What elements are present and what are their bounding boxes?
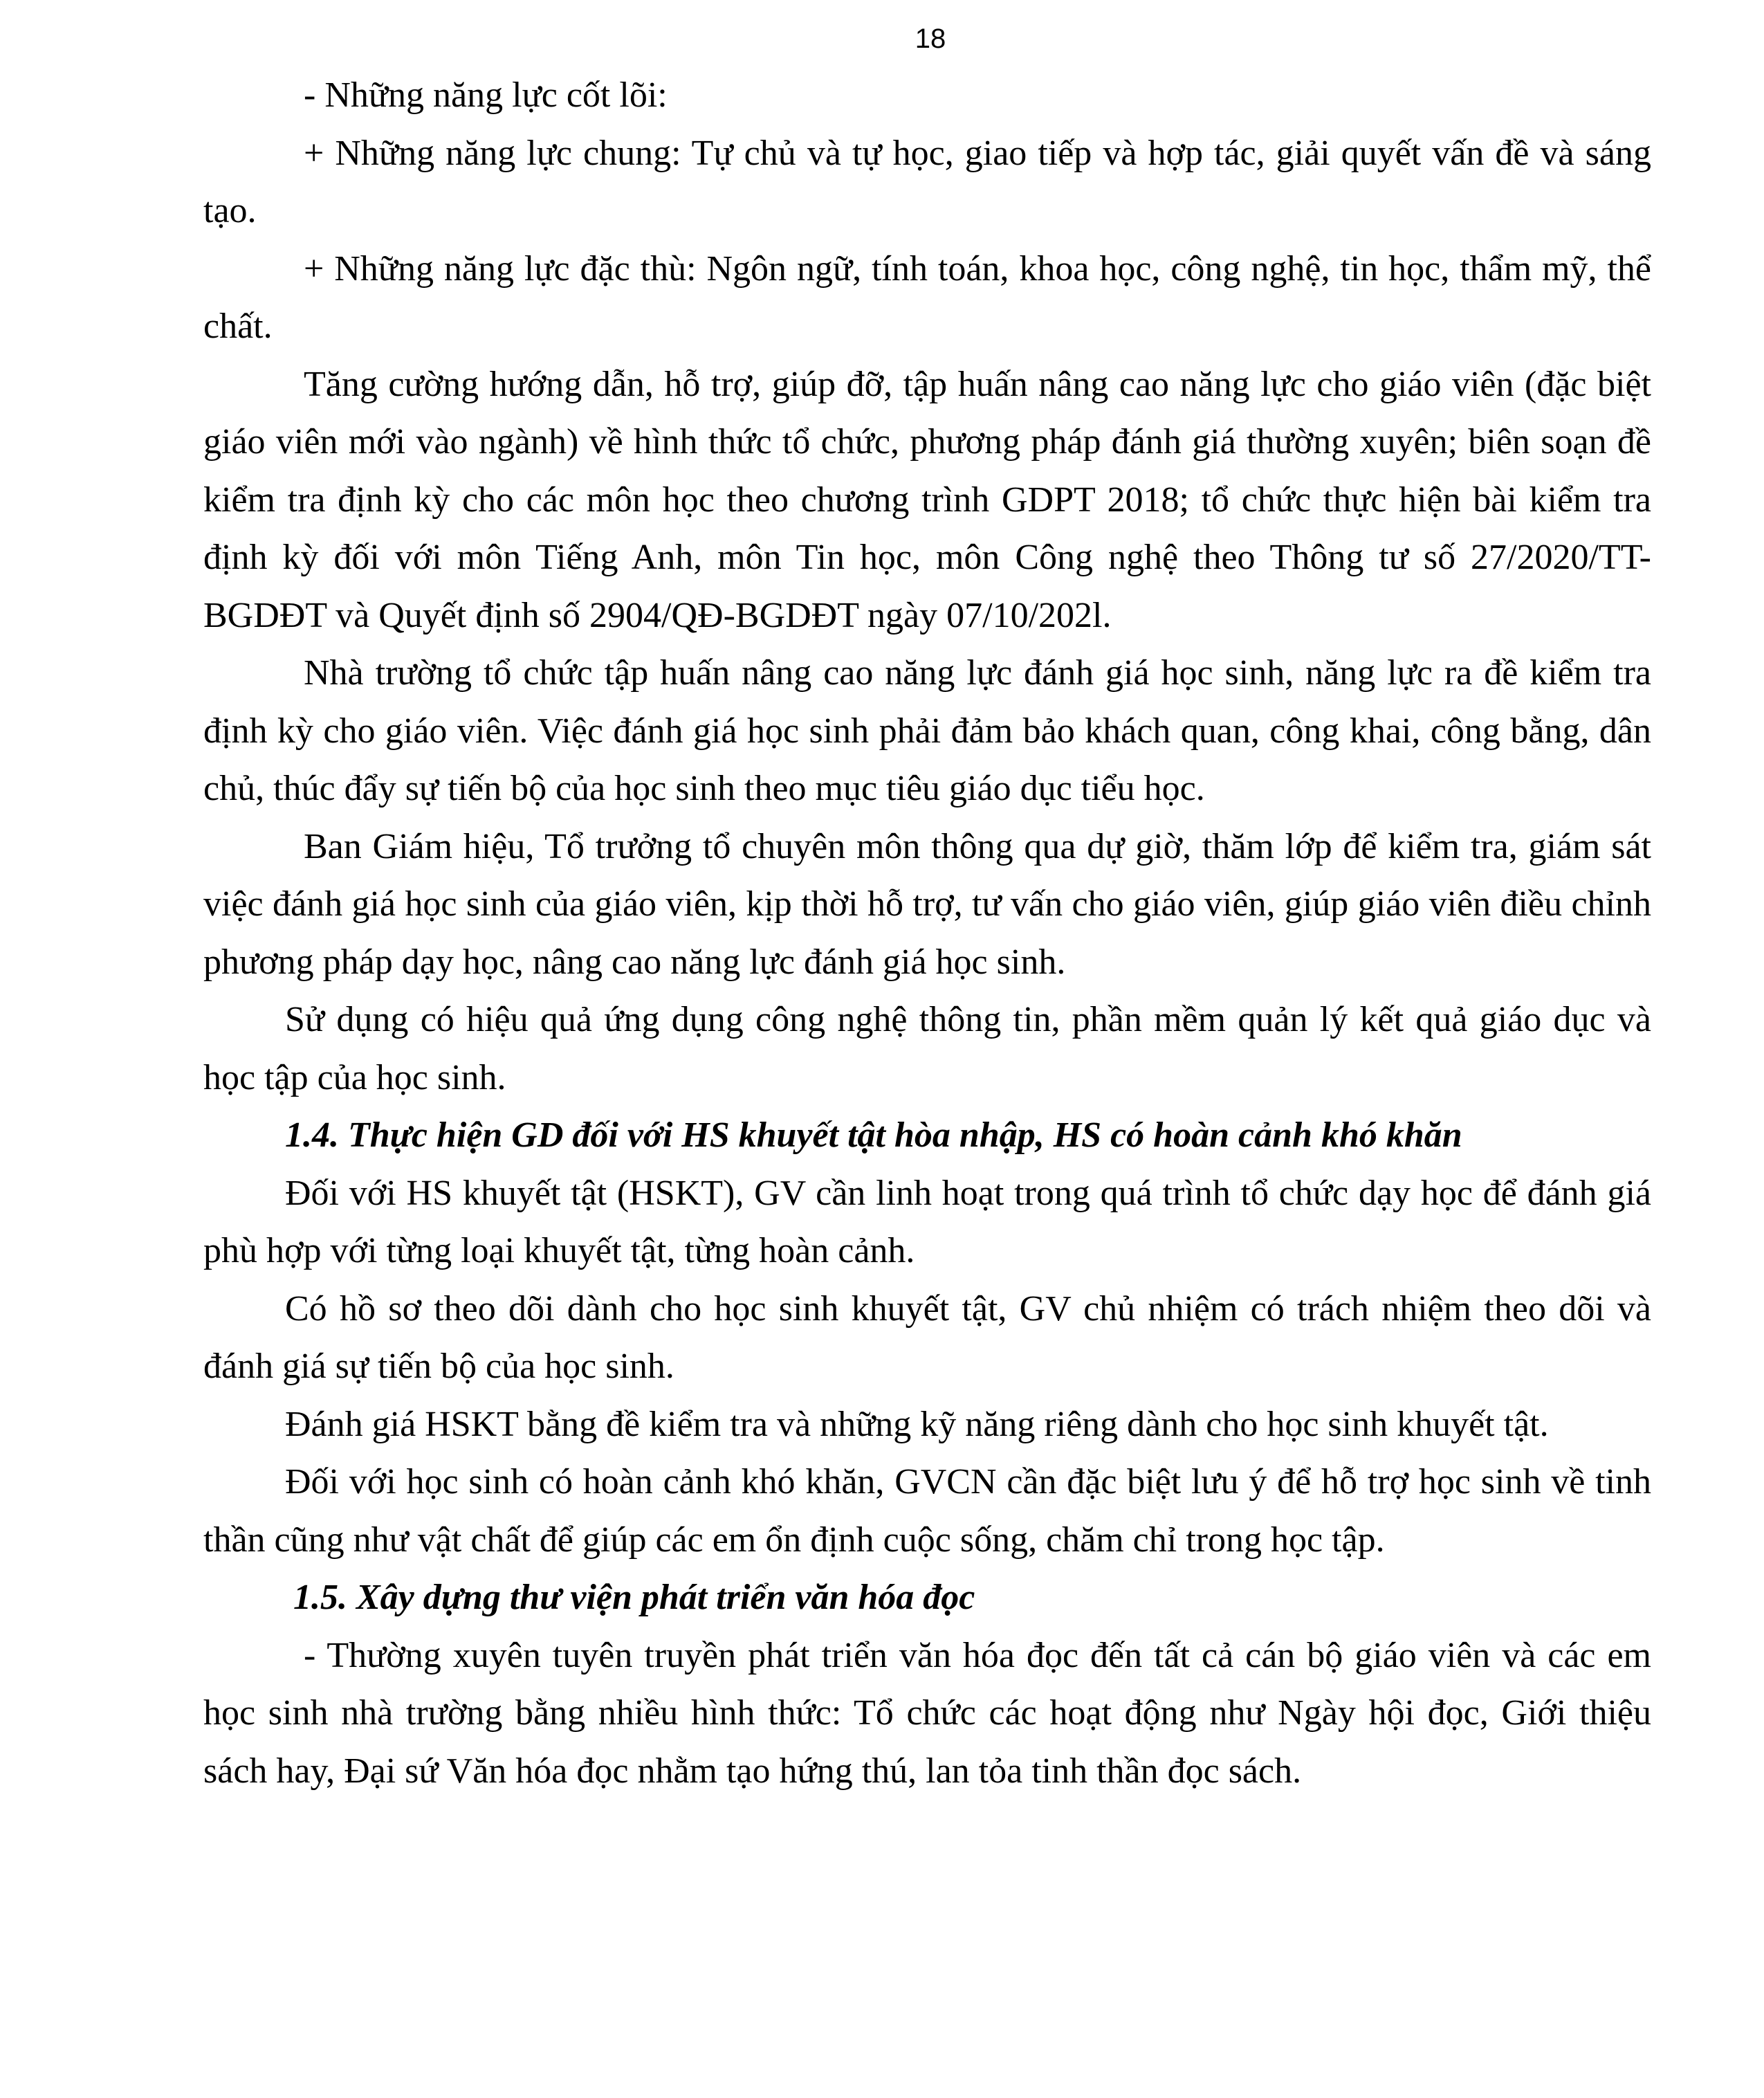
it-application-paragraph: Sử dụng có hiệu quả ứng dụng công nghệ thông tin, phần mềm quản lý kết quả giáo dục và học tập của học sinh. <box>203 1000 1651 1097</box>
section-heading-1-4: 1.4. Thực hiện GD đối với HS khuyết tật hòa nhập, HS có hoàn cảnh khó khăn <box>285 1115 1462 1155</box>
document-body <box>203 66 1651 1800</box>
board-supervision-paragraph: Ban Giám hiệu, Tổ trưởng tổ chuyên môn thông qua dự giờ, thăm lớp để kiểm tra, giám sát việc đánh giá học sinh của giáo viên, kịp thời hỗ trợ, tư vấn cho giáo viên, giúp giáo viên điều chỉnh phương pháp dạy học, nâng cao năng lực đánh giá học sinh. <box>203 826 1651 982</box>
hskt-assessment-paragraph: Đánh giá HSKT bằng đề kiểm tra và những kỹ năng riêng dành cho học sinh khuyết tật. <box>285 1404 1549 1444</box>
core-competencies-line: - Những năng lực cốt lõi: <box>304 75 668 115</box>
reading-culture-paragraph: - Thường xuyên tuyên truyền phát triển văn hóa đọc đến tất cả cán bộ giáo viên và các em học sinh nhà trường bằng nhiều hình thức: Tổ chức các hoạt động như Ngày hội đọc, Giới thiệu sách hay, Đại sứ Văn hóa đọc nhằm tạo hứng thú, lan tỏa tinh thần đọc sách. <box>203 1635 1651 1791</box>
disabled-students-paragraph: Đối với HS khuyết tật (HSKT), GV cần linh hoạt trong quá trình tổ chức dạy học để đánh giá phù hợp với từng loại khuyết tật, từng hoàn cảnh. <box>203 1173 1651 1270</box>
hardship-students-paragraph: Đối với học sinh có hoàn cảnh khó khăn, GVCN cần đặc biệt lưu ý để hỗ trợ học sinh về tinh thần cũng như vật chất để giúp các em ổn định cuộc sống, chăm chỉ trong học tập. <box>203 1462 1651 1560</box>
specific-competencies-paragraph: + Những năng lực đặc thù: Ngôn ngữ, tính toán, khoa học, công nghệ, tin học, thẩm mỹ, thể chất. <box>203 248 1651 346</box>
teacher-training-paragraph: Tăng cường hướng dẫn, hỗ trợ, giúp đỡ, tập huấn nâng cao năng lực cho giáo viên (đặc biệt giáo viên mới vào ngành) về hình thức tổ chức, phương pháp đánh giá thường xuyên; biên soạn đề kiểm tra định kỳ cho các môn học theo chương trình GDPT 2018; tổ chức thực hiện bài kiểm tra định kỳ đối với môn Tiếng Anh, môn Tin học, môn Công nghệ theo Thông tư số 27/2020/TT-BGDĐT và Quyết định số 2904/QĐ-BGDĐT ngày 07/10/202l. <box>203 364 1651 635</box>
records-paragraph: Có hồ sơ theo dõi dành cho học sinh khuyết tật, GV chủ nhiệm có trách nhiệm theo dõi và đánh giá sự tiến bộ của học sinh. <box>203 1288 1651 1386</box>
page-number: 18 <box>915 24 946 54</box>
general-competencies-paragraph: + Những năng lực chung: Tự chủ và tự học, giao tiếp và hợp tác, giải quyết vấn đề và sáng tạo. <box>203 133 1651 230</box>
section-heading-1-5: 1.5. Xây dựng thư viện phát triển văn hóa đọc <box>293 1578 975 1617</box>
school-training-paragraph: Nhà trường tổ chức tập huấn nâng cao năng lực đánh giá học sinh, năng lực ra đề kiểm tra định kỳ cho giáo viên. Việc đánh giá học sinh phải đảm bảo khách quan, công khai, công bằng, dân chủ, thúc đẩy sự tiến bộ của học sinh theo mục tiêu giáo dục tiểu học. <box>203 653 1651 808</box>
